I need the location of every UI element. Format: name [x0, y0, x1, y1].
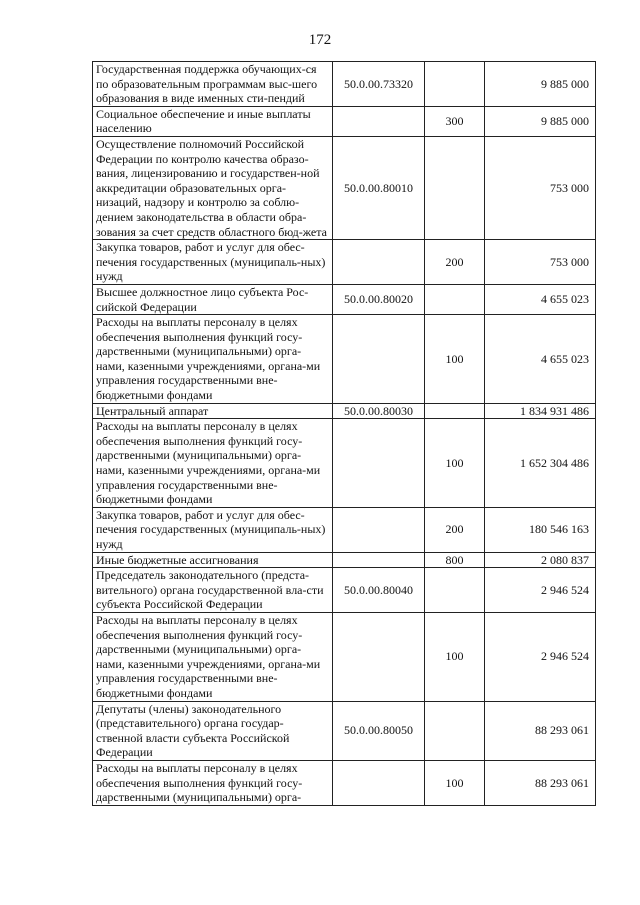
target-article-code — [333, 106, 425, 136]
amount: 4 655 023 — [485, 315, 596, 404]
budget-table — [92, 61, 596, 806]
target-article-code: 50.0.00.80040 — [333, 568, 425, 613]
expense-name: Центральный аппарат — [93, 403, 333, 419]
amount: 1 652 304 486 — [485, 419, 596, 508]
expense-name: Расходы на выплаты персоналу в целях обеспечения выполнения функций госу-дарственными (муниципальными) орга- — [93, 760, 333, 805]
amount: 9 885 000 — [485, 106, 596, 136]
expense-type-code — [425, 701, 485, 760]
expense-type-code — [425, 62, 485, 107]
expense-name: Высшее должностное лицо субъекта Рос-сийской Федерации — [93, 284, 333, 314]
amount: 9 885 000 — [485, 62, 596, 107]
expense-name: Осуществление полномочий Российской Федерации по контролю качества образо-вания, лицензированию и государствен-ной аккредитации образовательных орга-низаций, надзору и контролю за соблю-дением законодательства в области обра-зования за счет средств областного бюд-жета — [93, 136, 333, 239]
table-row — [93, 106, 596, 136]
table-row — [93, 62, 596, 107]
expense-type-code: 200 — [425, 507, 485, 552]
table-row — [93, 419, 596, 508]
amount: 2 946 524 — [485, 568, 596, 613]
target-article-code — [333, 760, 425, 805]
target-article-code: 50.0.00.80050 — [333, 701, 425, 760]
table-row — [93, 701, 596, 760]
table-row — [93, 136, 596, 239]
expense-type-code — [425, 136, 485, 239]
target-article-code — [333, 240, 425, 285]
expense-name: Расходы на выплаты персоналу в целях обеспечения выполнения функций госу-дарственными (муниципальными) орга-нами, казенными учреждениями, органа-ми управления государственными вне-бюджетными фондами — [93, 419, 333, 508]
expense-name: Закупка товаров, работ и услуг для обес-печения государственных (муниципаль-ных) нужд — [93, 240, 333, 285]
expense-type-code — [425, 568, 485, 613]
expense-type-code: 100 — [425, 760, 485, 805]
table-row — [93, 612, 596, 701]
target-article-code — [333, 507, 425, 552]
amount: 753 000 — [485, 136, 596, 239]
amount: 2 946 524 — [485, 612, 596, 701]
expense-name: Закупка товаров, работ и услуг для обес-печения государственных (муниципаль-ных) нужд — [93, 507, 333, 552]
expense-name: Государственная поддержка обучающих-ся по образовательным программам выс-шего образования в виде именных сти-пендий — [93, 62, 333, 107]
table-row — [93, 552, 596, 568]
amount: 88 293 061 — [485, 701, 596, 760]
expense-type-code: 100 — [425, 419, 485, 508]
expense-type-code: 200 — [425, 240, 485, 285]
expense-type-code: 100 — [425, 315, 485, 404]
expense-type-code: 300 — [425, 106, 485, 136]
amount: 753 000 — [485, 240, 596, 285]
table-row — [93, 568, 596, 613]
table-row — [93, 315, 596, 404]
expense-name: Расходы на выплаты персоналу в целях обеспечения выполнения функций госу-дарственными (муниципальными) орга-нами, казенными учреждениями, органа-ми управления государственными вне-бюджетными фондами — [93, 612, 333, 701]
expense-name: Председатель законодательного (предста-вительного) органа государственной вла-сти субъекта Российской Федерации — [93, 568, 333, 613]
amount: 1 834 931 486 — [485, 403, 596, 419]
target-article-code: 50.0.00.73320 — [333, 62, 425, 107]
amount: 88 293 061 — [485, 760, 596, 805]
table-row — [93, 760, 596, 805]
target-article-code: 50.0.00.80030 — [333, 403, 425, 419]
expense-name: Иные бюджетные ассигнования — [93, 552, 333, 568]
table-row — [93, 507, 596, 552]
expense-name: Расходы на выплаты персоналу в целях обеспечения выполнения функций госу-дарственными (муниципальными) орга-нами, казенными учреждениями, органа-ми управления государственными вне-бюджетными фондами — [93, 315, 333, 404]
amount: 4 655 023 — [485, 284, 596, 314]
target-article-code: 50.0.00.80020 — [333, 284, 425, 314]
expense-type-code — [425, 284, 485, 314]
amount: 180 546 163 — [485, 507, 596, 552]
table-row — [93, 403, 596, 419]
page-number: 172 — [308, 32, 332, 48]
target-article-code — [333, 419, 425, 508]
target-article-code — [333, 552, 425, 568]
expense-type-code — [425, 403, 485, 419]
expense-type-code: 800 — [425, 552, 485, 568]
target-article-code: 50.0.00.80010 — [333, 136, 425, 239]
expense-type-code: 100 — [425, 612, 485, 701]
table-row — [93, 284, 596, 314]
target-article-code — [333, 315, 425, 404]
table-row — [93, 240, 596, 285]
amount: 2 080 837 — [485, 552, 596, 568]
expense-name: Депутаты (члены) законодательного (представительного) органа государ-ственной власти субъекта Российской Федерации — [93, 701, 333, 760]
target-article-code — [333, 612, 425, 701]
expense-name: Социальное обеспечение и иные выплаты населению — [93, 106, 333, 136]
